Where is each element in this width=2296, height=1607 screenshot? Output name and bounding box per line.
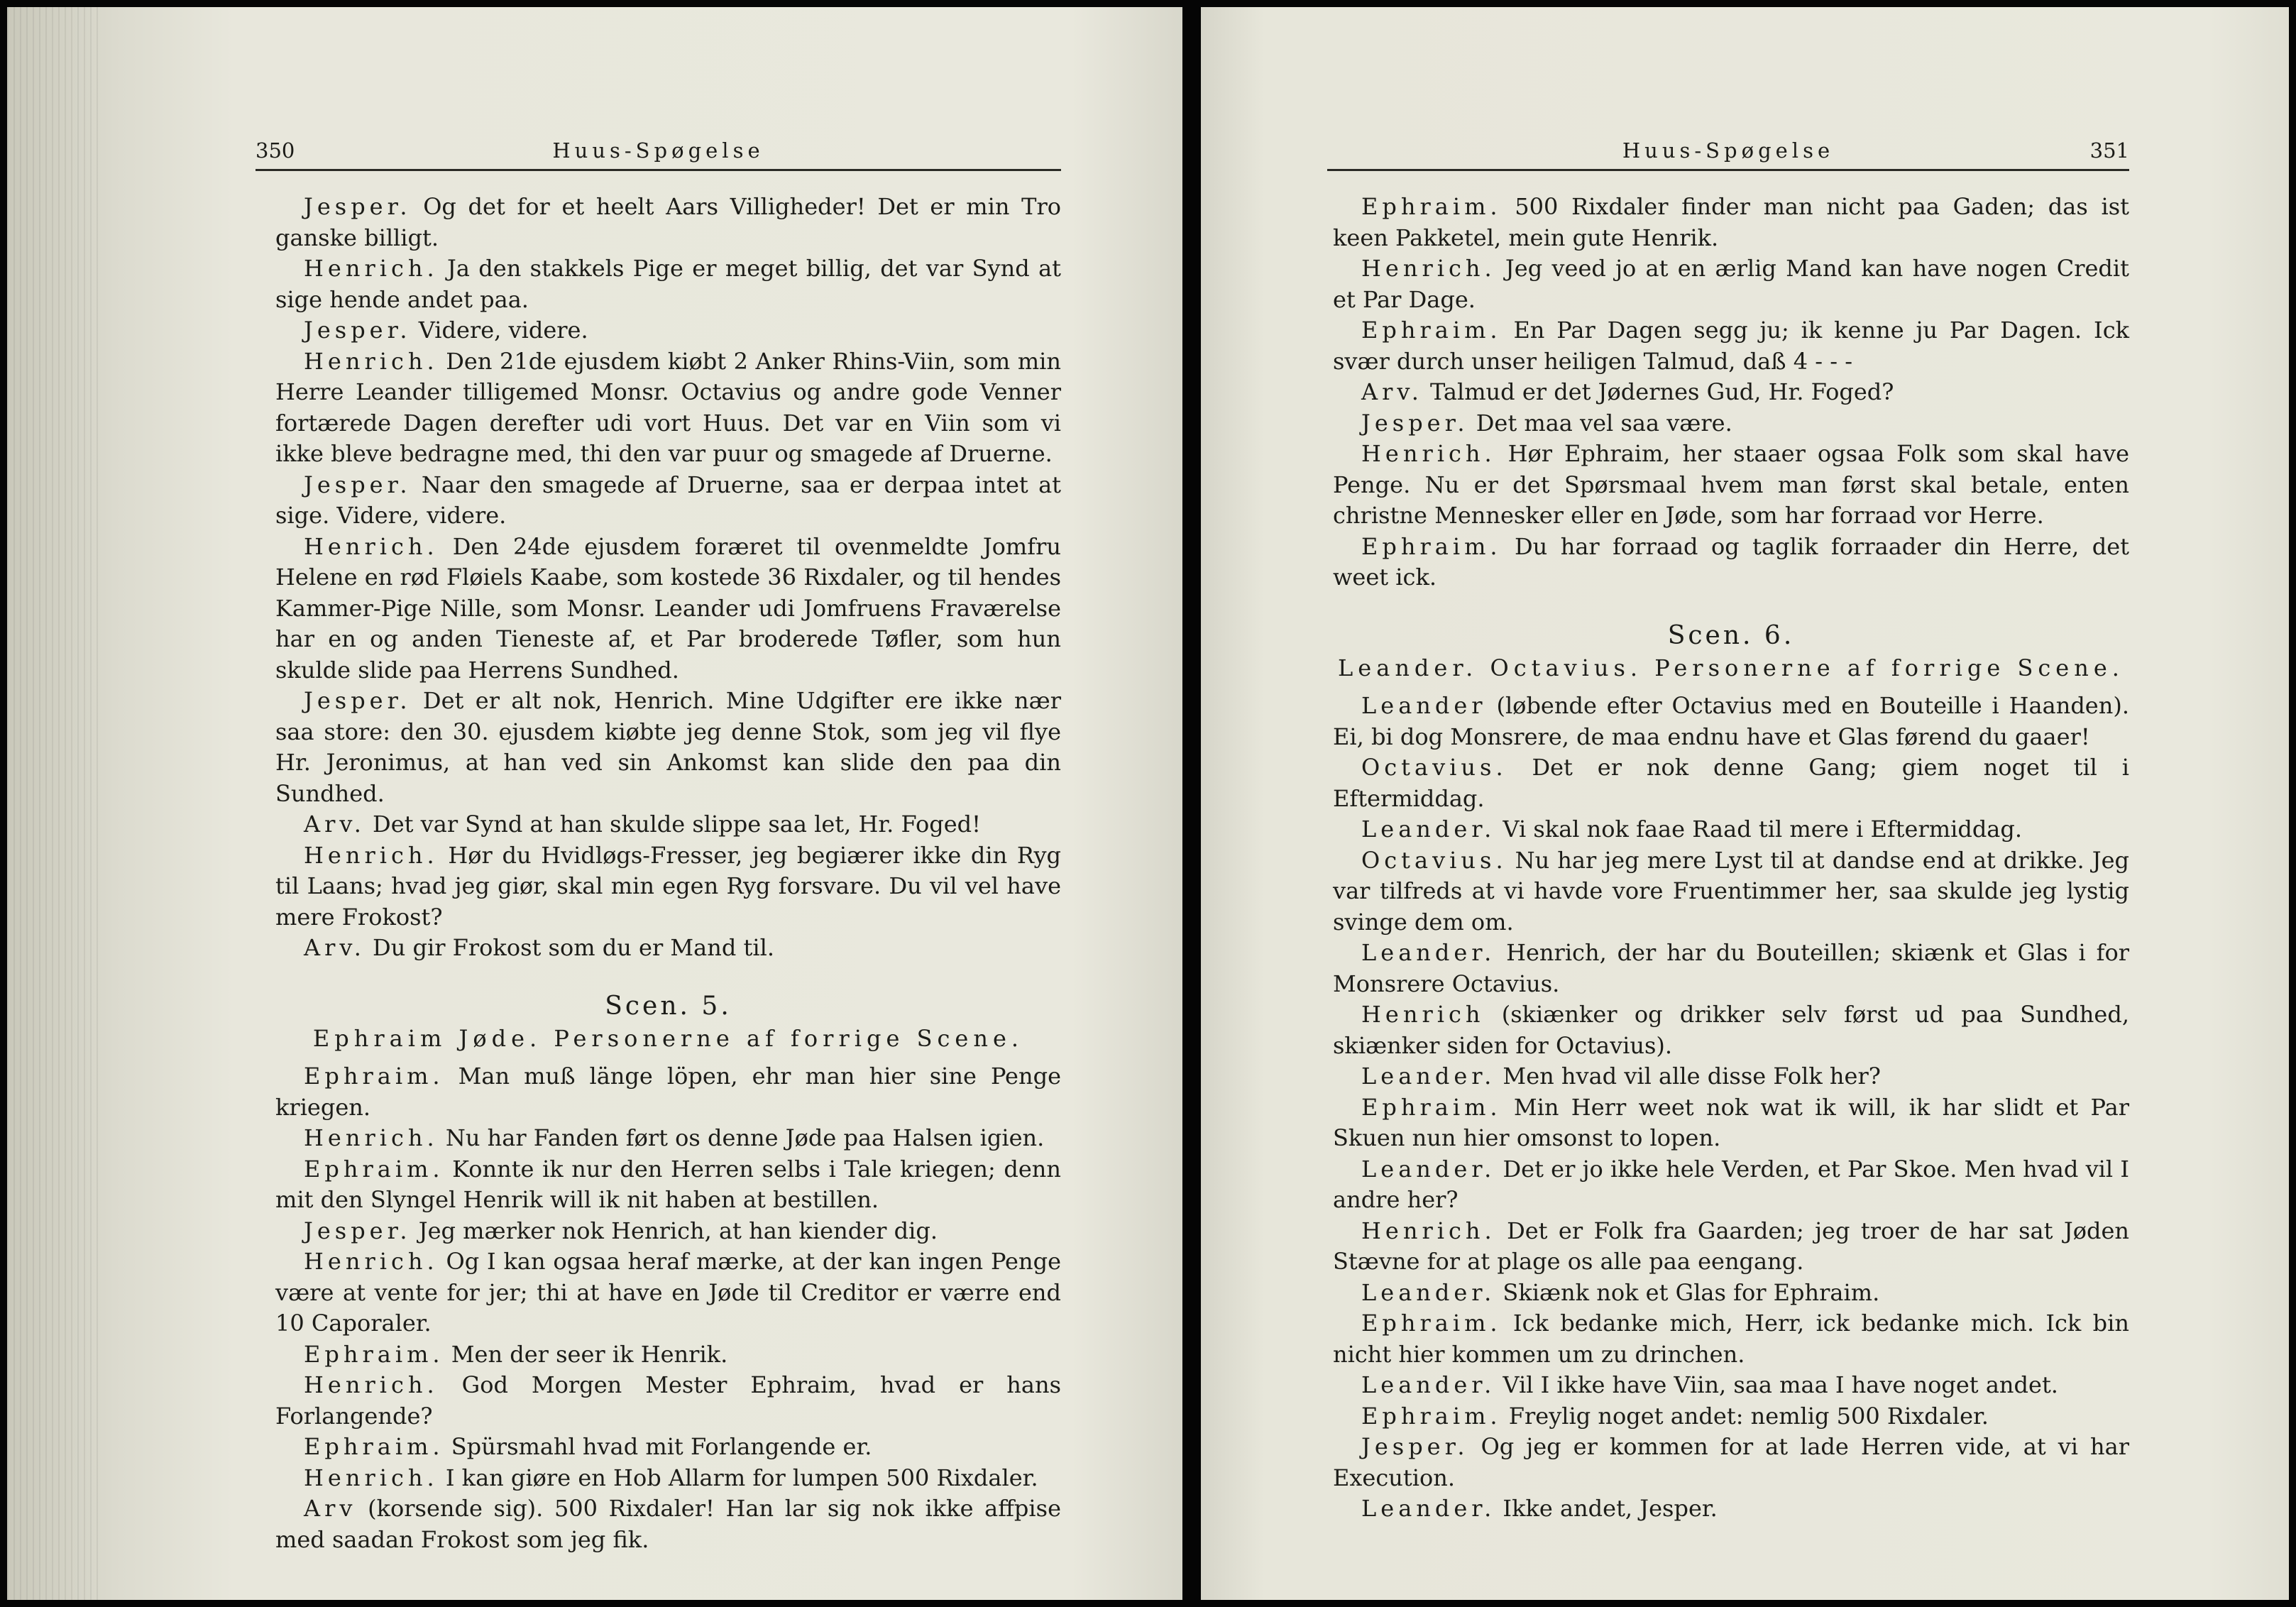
line-text: Hør Ephraim, her staaer ogsaa Folk som skal have Penge. Nu er det Spørsmaal hvem man først skal betale, enten christne Mennesker eller en Jøde, som har forraad vor Herre.	[1333, 440, 2129, 529]
dialogue-line	[275, 1432, 1061, 1463]
dialogue-line	[1333, 192, 2129, 253]
page-edge-stack	[7, 7, 99, 1600]
line-text: Freylig noget andet: nemlig 500 Rixdaler.	[1501, 1402, 1989, 1430]
speaker-name: Jesper.	[304, 471, 412, 498]
line-text: I kan giøre en Hob Allarm for lumpen 500 Rixdaler.	[438, 1464, 1038, 1491]
dialogue-line	[1333, 315, 2129, 377]
left-page	[7, 7, 1182, 1600]
dialogue-line	[275, 1493, 1061, 1555]
dialogue-line	[275, 253, 1061, 315]
page-number: 351	[2089, 138, 2129, 163]
line-text: Og det for et heelt Aars Villigheder! Det er min Tro ganske billigt.	[275, 193, 1061, 251]
dialogue-line	[1333, 845, 2129, 938]
dialogue-line	[275, 192, 1061, 253]
dialogue-line	[1333, 938, 2129, 999]
dialogue-line	[275, 1370, 1061, 1432]
dialogue-line	[1333, 1154, 2129, 1216]
line-text: Jeg mærker nok Henrich, at han kiender dig.	[411, 1217, 938, 1244]
header-rule	[1327, 169, 2129, 171]
speaker-name: Arv.	[304, 811, 366, 838]
line-text: Man muß länge löpen, ehr man hier sine Penge kriegen.	[275, 1063, 1061, 1121]
line-text: Spürsmahl hvad mit Forlangende er.	[444, 1433, 872, 1460]
scene-cast: Ephraim Jøde. Personerne af forrige Scene.	[312, 1024, 1024, 1052]
speaker-name: Ephraim.	[1361, 532, 1502, 560]
speaker-name: Arv.	[304, 934, 366, 961]
speaker-name: Arv	[304, 1495, 357, 1522]
speaker-name: Henrich.	[1361, 255, 1496, 282]
dialogue-line	[275, 1246, 1061, 1339]
line-text: Det var Synd at han skulde slippe saa let, Hr. Foged!	[365, 811, 981, 838]
dialogue-line	[1333, 999, 2129, 1061]
speaker-name: Jesper.	[304, 687, 412, 714]
line-text: Skiænk nok et Glas for Ephraim.	[1495, 1278, 1880, 1306]
dialogue-line	[1333, 1278, 2129, 1309]
running-title: Huus-Spøgelse	[552, 138, 764, 163]
speaker-name: Ephraim.	[1361, 317, 1502, 344]
speaker-name: Ephraim.	[304, 1063, 444, 1090]
line-text: Den 21de ejusdem kiøbt 2 Anker Rhins-Viin, som min Herre Leander tilligemed Monsr. Octavius og andre gode Venner fortærede Dagen derefter udi vort Huus. Det var en Viin som vi ikke bleve bedragne med, thi den var puur og smagede af Druerne.	[275, 347, 1061, 467]
line-text: Talmud er det Jødernes Gud, Hr. Foged?	[1422, 378, 1894, 405]
speaker-name: Jesper.	[1361, 409, 1469, 437]
dialogue-block	[1333, 192, 2129, 593]
line-text: Videre, videre.	[411, 317, 588, 344]
speaker-name: Henrich.	[304, 1464, 439, 1491]
dialogue-line	[275, 840, 1061, 933]
line-text: Ja den stakkels Pige er meget billig, det var Synd at sige hende andet paa.	[275, 255, 1061, 313]
speaker-name: Octavius.	[1361, 846, 1507, 874]
dialogue-line	[1333, 1308, 2129, 1370]
speaker-name: Ephraim.	[1361, 1093, 1502, 1121]
line-text: 500 Rixdaler finder man nicht paa Gaden; das ist keen Pakketel, mein gute Henrik.	[1333, 193, 2129, 251]
text-column	[1333, 192, 2129, 1525]
line-text: God Morgen Mester Ephraim, hvad er hans Forlangende?	[275, 1371, 1061, 1430]
speaker-name: Ephraim.	[1361, 193, 1502, 220]
speaker-name: Ephraim.	[304, 1155, 444, 1183]
line-text: Ick bedanke mich, Herr, ick bedanke mich. Ick bin nicht hier kommen um zu drinchen.	[1333, 1310, 2129, 1368]
speaker-name: Henrich	[1361, 1001, 1485, 1028]
line-text: Du gir Frokost som du er Mand til.	[365, 934, 775, 961]
speaker-name: Arv.	[1361, 378, 1423, 405]
line-text: Det er jo ikke hele Verden, et Par Skoe. Men hvad vil I andre her?	[1333, 1155, 2129, 1213]
line-text: En Par Dagen segg ju; ik kenne ju Par Dagen. Ick svær durch unser heiligen Talmud, daß 4 - - -	[1333, 317, 2129, 375]
dialogue-line	[275, 470, 1061, 532]
speaker-name: Leander.	[1361, 1155, 1496, 1183]
dialogue-block	[1333, 691, 2129, 1525]
speaker-name: Ephraim.	[304, 1433, 444, 1460]
scene-title: Scen. 5.	[605, 991, 732, 1021]
speaker-name: Jesper.	[304, 1217, 412, 1244]
speaker-name: Leander.	[1361, 1495, 1496, 1522]
speaker-name: Jesper.	[304, 193, 412, 220]
line-text: Jeg veed jo at en ærlig Mand kan have nogen Credit et Par Dage.	[1333, 255, 2129, 313]
speaker-name: Henrich.	[1361, 1217, 1496, 1244]
dialogue-line	[1333, 439, 2129, 532]
line-text: Det er nok denne Gang; giem noget til i Eftermiddag.	[1333, 754, 2129, 812]
dialogue-line	[1333, 691, 2129, 752]
line-text: Hør du Hvidløgs-Fresser, jeg begiærer ikke din Ryg til Laans; hvad jeg giør, skal min egen Ryg forsvare. Du vil vel have mere Frokost?	[275, 841, 1061, 931]
speaker-name: Leander.	[1361, 939, 1496, 966]
speaker-name: Leander.	[1361, 816, 1496, 843]
dialogue-line	[275, 1463, 1061, 1494]
dialogue-block	[275, 192, 1061, 964]
speaker-name: Jesper.	[304, 317, 412, 344]
text-column	[275, 192, 1061, 1555]
dialogue-line	[1333, 1370, 2129, 1401]
line-text: Du har forraad og taglik forraader din Herre, det weet ick.	[1333, 532, 2129, 591]
line-text: Konnte ik nur den Herren selbs i Tale kriegen; denn mit den Slyngel Henrik will ik nit haben at bestillen.	[275, 1155, 1061, 1213]
dialogue-line	[1333, 752, 2129, 814]
line-text: Naar den smagede af Druerne, saa er derpaa intet at sige. Videre, videre.	[275, 471, 1061, 529]
dialogue-line	[1333, 1216, 2129, 1278]
speaker-name: Ephraim.	[304, 1340, 444, 1368]
speaker-name: Leander.	[1361, 1371, 1496, 1398]
line-text: Det maa vel saa være.	[1468, 409, 1732, 437]
line-text: Henrich, der har du Bouteillen; skiænk et Glas i for Monsrere Octavius.	[1333, 939, 2129, 997]
dialogue-line	[275, 686, 1061, 809]
line-text: Nu har Fanden ført os denne Jøde paa Halsen igien.	[438, 1124, 1045, 1151]
line-text: Men hvad vil alle disse Folk her?	[1495, 1063, 1881, 1090]
line-text: Vil I ikke have Viin, saa maa I have noget andet.	[1495, 1371, 2058, 1398]
dialogue-line	[1333, 1432, 2129, 1493]
line-text: (korsende sig). 500 Rixdaler! Han lar sig nok ikke affpise med saadan Frokost som jeg fik.	[275, 1495, 1061, 1553]
speaker-name: Henrich.	[304, 255, 439, 282]
line-text: Ikke andet, Jesper.	[1495, 1495, 1718, 1522]
line-text: (løbende efter Octavius med en Bouteille i Haanden). Ei, bi dog Monsrere, de maa endnu have et Glas førend du gaaer!	[1333, 692, 2129, 750]
line-text: Det er alt nok, Henrich. Mine Udgifter ere ikke nær saa store: den 30. ejusdem kiøbte jeg denne Stok, som jeg vil flye Hr. Jeronimus, at han ved sin Ankomst kan slide den paa din Sundhed.	[275, 687, 1061, 807]
line-text: Og jeg er kommen for at lade Herren vide, at vi har Execution.	[1333, 1433, 2129, 1491]
speaker-name: Henrich.	[304, 532, 439, 560]
speaker-name: Henrich.	[304, 1371, 439, 1398]
line-text: Men der seer ik Henrik.	[444, 1340, 728, 1368]
speaker-name: Ephraim.	[1361, 1402, 1502, 1430]
dialogue-line	[1333, 814, 2129, 845]
dialogue-line	[1333, 1493, 2129, 1525]
speaker-name: Ephraim.	[1361, 1310, 1502, 1337]
header-rule	[256, 169, 1061, 171]
speaker-name: Leander	[1361, 692, 1487, 719]
line-text: Og I kan ogsaa heraf mærke, at der kan ingen Penge være at vente for jer; thi at have en Jøde til Creditor er værre end 10 Caporaler.	[275, 1248, 1061, 1337]
dialogue-line	[1333, 1061, 2129, 1092]
dialogue-line	[275, 532, 1061, 686]
dialogue-line	[1333, 1401, 2129, 1432]
speaker-name: Leander.	[1361, 1063, 1496, 1090]
dialogue-line	[275, 1123, 1061, 1154]
speaker-name: Leander.	[1361, 1278, 1496, 1306]
page-number: 350	[256, 138, 295, 163]
line-text: Min Herr weet nok wat ik will, ik har slidt et Par Skuen nun hier omsonst to lopen.	[1333, 1093, 2129, 1151]
dialogue-line	[275, 809, 1061, 840]
dialogue-line	[275, 1339, 1061, 1371]
dialogue-block	[275, 1061, 1061, 1555]
speaker-name: Jesper.	[1361, 1433, 1469, 1460]
line-text: Vi skal nok faae Raad til mere i Eftermiddag.	[1495, 816, 2023, 843]
dialogue-line	[1333, 408, 2129, 439]
speaker-name: Octavius.	[1361, 754, 1507, 781]
dialogue-line	[275, 315, 1061, 346]
speaker-name: Henrich.	[1361, 440, 1496, 467]
dialogue-line	[275, 346, 1061, 470]
line-text: Den 24de ejusdem foræret til ovenmeldte Jomfru Helene en rød Fløiels Kaabe, som kostede 36 Rixdaler, og til hendes Kammer-Pige Nille, som Monsr. Leander udi Jomfruens Fraværelse har en og anden Tieneste af, et Par broderede Tøfler, som hun skulde slide paa Herrens Sundhed.	[275, 532, 1061, 684]
speaker-name: Henrich.	[304, 841, 439, 869]
dialogue-line	[1333, 1092, 2129, 1154]
dialogue-line	[1333, 532, 2129, 593]
dialogue-line	[275, 933, 1061, 964]
speaker-name: Henrich.	[304, 347, 439, 375]
dialogue-line	[275, 1216, 1061, 1247]
speaker-name: Henrich.	[304, 1124, 439, 1151]
dialogue-line	[275, 1061, 1061, 1123]
line-text: Nu har jeg mere Lyst til at dandse end at drikke. Jeg var tilfreds at vi havde vore Fruentimmer her, saa skulde jeg lystig svinge dem om.	[1333, 846, 2129, 936]
speaker-name: Henrich.	[304, 1248, 439, 1275]
line-text: (skiænker og drikker selv først ud paa Sundhed, skiænker siden for Octavius).	[1333, 1001, 2129, 1059]
scene-title: Scen. 6.	[1667, 620, 1795, 650]
right-page	[1201, 7, 2289, 1600]
line-text: Det er Folk fra Gaarden; jeg troer de har sat Jøden Stævne for at plage os alle paa eengang.	[1333, 1217, 2129, 1275]
dialogue-line	[1333, 253, 2129, 315]
dialogue-line	[1333, 377, 2129, 408]
dialogue-line	[275, 1154, 1061, 1216]
scene-cast: Leander. Octavius. Personerne af forrige Scene.	[1338, 654, 2124, 681]
running-title: Huus-Spøgelse	[1622, 138, 1835, 163]
